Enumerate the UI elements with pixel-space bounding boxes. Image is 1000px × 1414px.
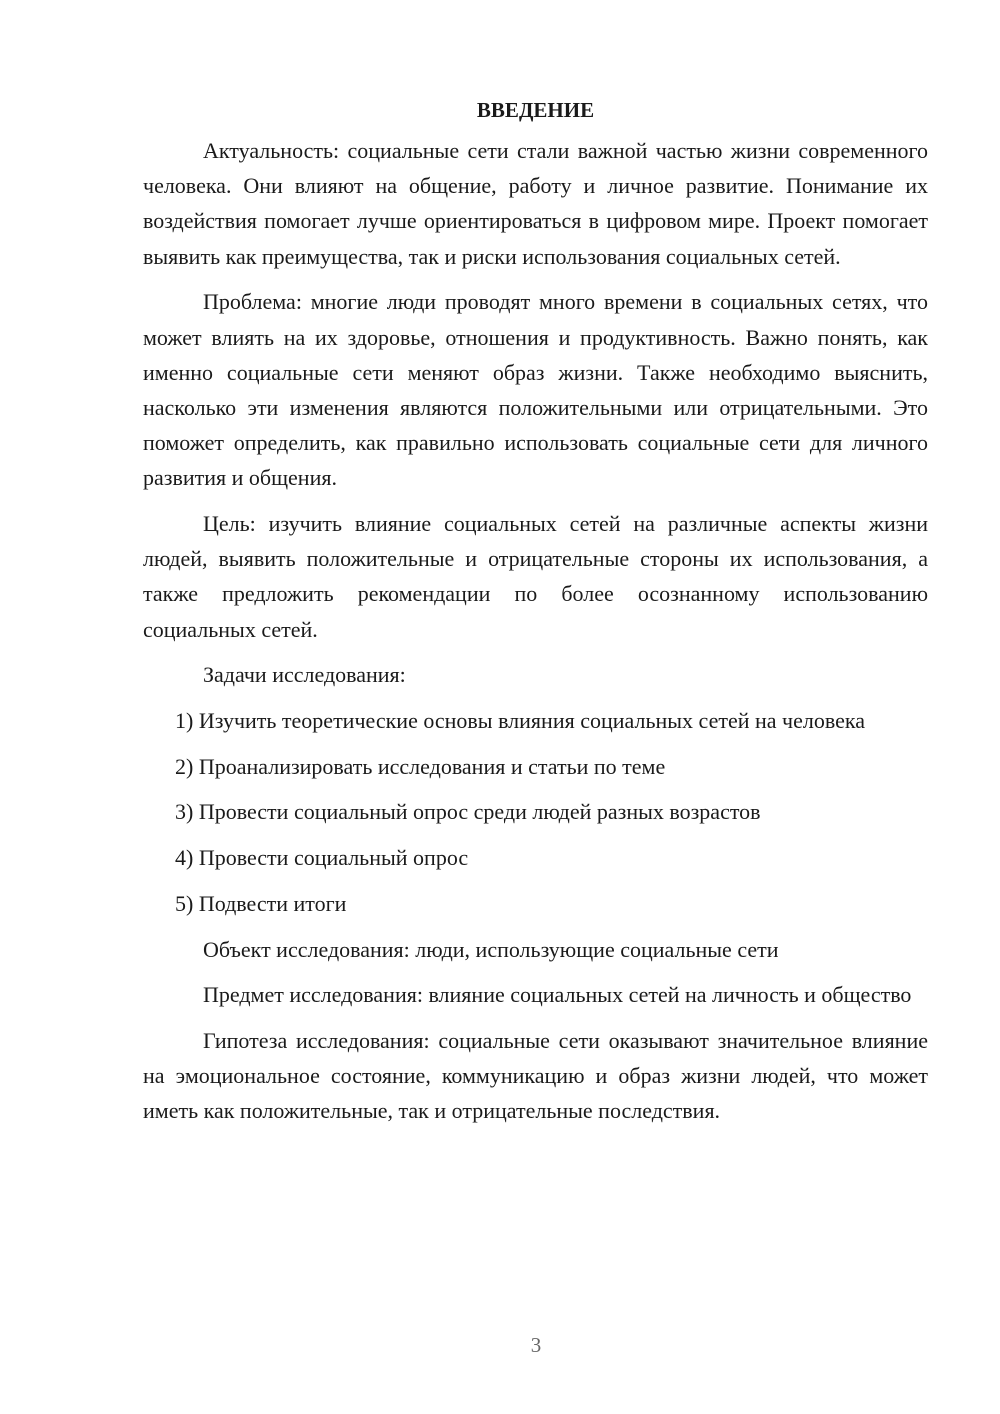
problem-paragraph: Проблема: многие люди проводят много времени в социальных сетях, что может влиять на их здоровье, отношения и продуктивность. Важно понять, как именно социальные сети меняют образ жизни. Также необходимо выяснить, насколько эти изменения являются положительными или отрицательными. Это поможет определить, как правильно использовать социальные сети для личного развития и общения. [143,289,928,491]
hypothesis-paragraph: Гипотеза исследования: социальные сети оказывают значительное влияние на эмоциональное состояние, коммуникацию и образ жизни людей, что может иметь как положительные, так и отрицательные последствия. [143,1027,928,1124]
task-item: 1) Изучить теоретические основы влияния социальных сетей на человека [175,708,865,734]
page-title: ВВЕДЕНИЕ [476,98,595,122]
subject-paragraph: Предмет исследования: влияние социальных сетей на личность и общество [203,982,912,1008]
goal-paragraph: Цель: изучить влияние социальных сетей на различные аспекты жизни людей, выявить положительные и отрицательные стороны их использования, а также предложить рекомендации по более осознанному использованию социальных сетей. [143,511,928,642]
task-item: 5) Подвести итоги [175,890,347,916]
task-item: 3) Провести социальный опрос среди людей разных возрастов [175,799,761,825]
document-page [143,93,928,1139]
task-item: 2) Проанализировать исследования и статьи по теме [175,753,666,779]
task-item: 4) Провести социальный опрос [175,845,469,871]
tasks-heading: Задачи исследования: [203,662,406,688]
object-paragraph: Объект исследования: люди, использующие социальные сети [203,936,779,962]
relevance-paragraph: Актуальность: социальные сети стали важной частью жизни современного человека. Они влияют на общение, работу и личное развитие. Понимание их воздействия помогает лучше ориентироваться в цифровом мире. Проект помогает выявить как преимущества, так и риски использования социальных сетей. [143,138,928,269]
page-number: 3 [530,1333,542,1357]
